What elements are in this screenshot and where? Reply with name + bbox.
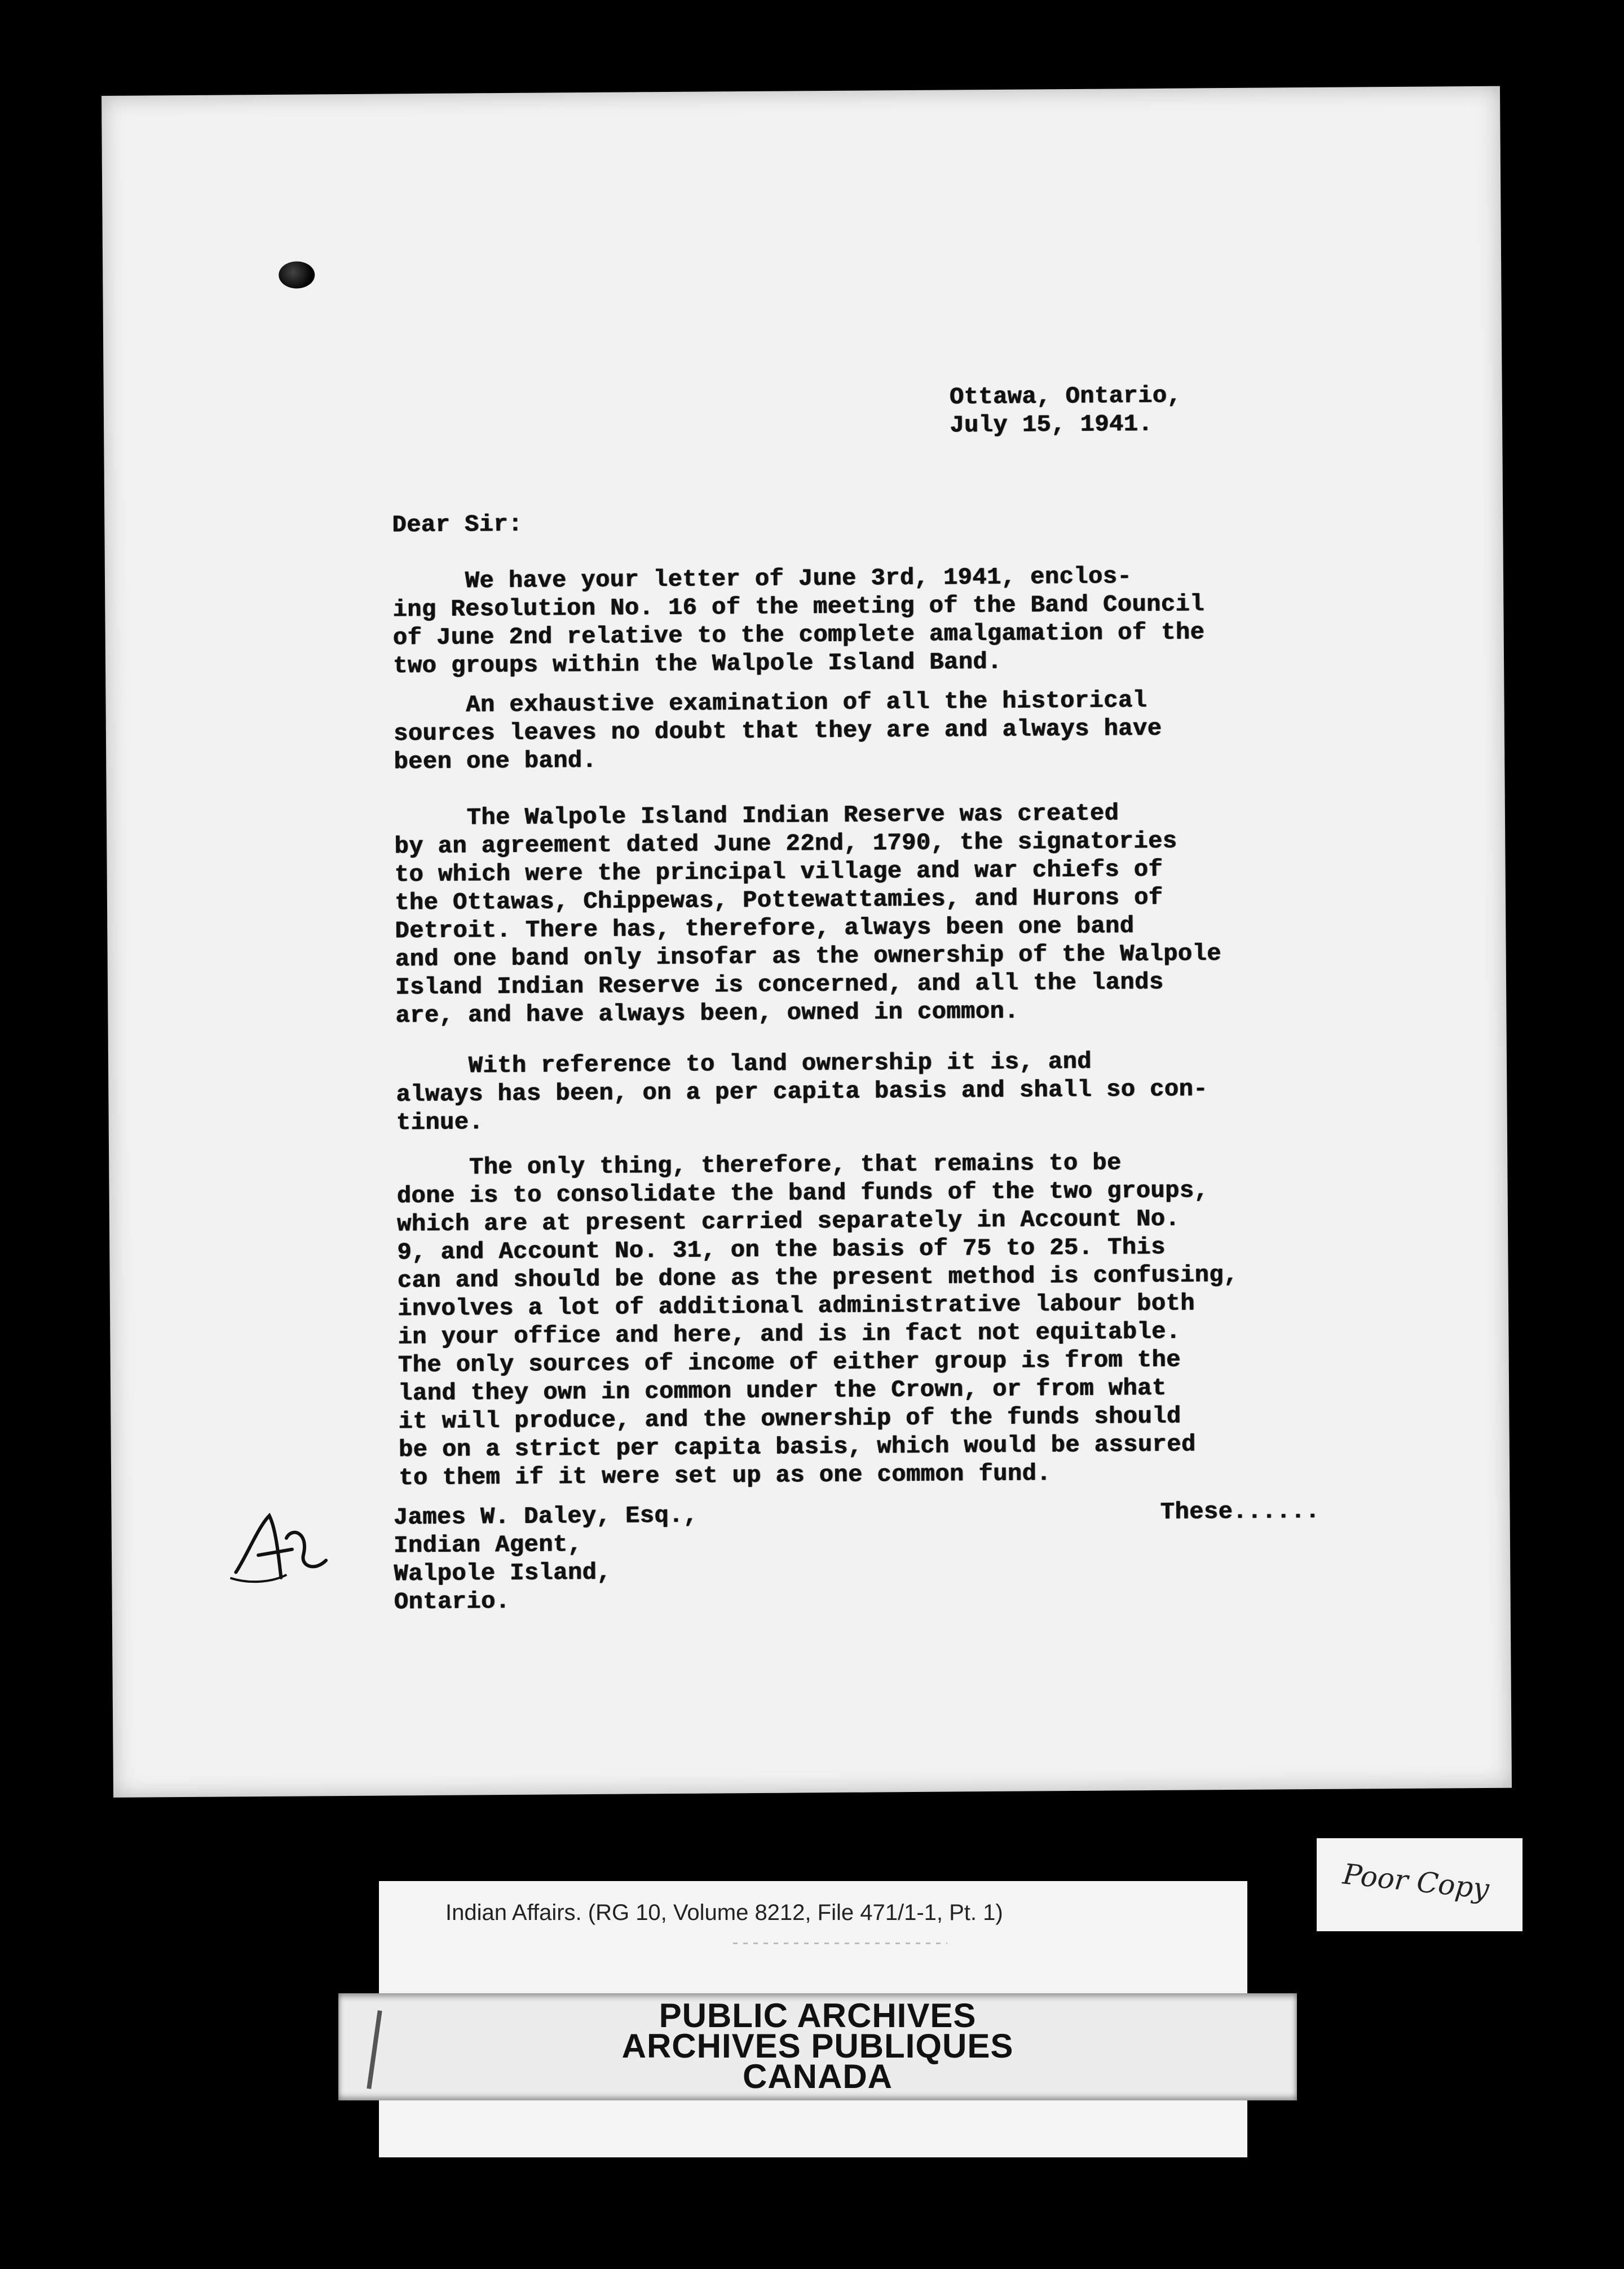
text-line: The Walpole Island Indian Reserve was created: [394, 800, 1119, 832]
text-line: ing Resolution No. 16 of the meeting of the Band Council: [392, 590, 1204, 624]
text-line: it will produce, and the ownership of the funds should: [398, 1402, 1181, 1436]
text-line: sources leaves no doubt that they are and always have: [393, 714, 1162, 748]
text-line: always has been, on a per capita basis and shall so con-: [396, 1075, 1208, 1109]
letter-paragraph-1: [392, 562, 1205, 680]
archive-reference: Indian Affairs. (RG 10, Volume 8212, File 471/1-1, Pt. 1): [445, 1900, 1003, 1925]
text-line: done is to consolidate the band funds of the two groups,: [396, 1177, 1209, 1210]
text-line: to them if it were set up as one common fund.: [398, 1460, 1051, 1492]
text-line: been one band.: [394, 747, 597, 776]
letter-paragraph-5: [396, 1148, 1239, 1492]
text-line: The only thing, therefore, that remains to be: [396, 1149, 1122, 1182]
text-line: involves a lot of additional administrative labour both: [397, 1290, 1195, 1323]
letter-paragraph-4: [396, 1047, 1208, 1137]
addressee-block: [393, 1502, 698, 1617]
text-line: can and should be done as the present method is confusing,: [397, 1261, 1238, 1295]
text-line: are, and have always been, owned in common.: [395, 997, 1019, 1030]
poor-copy-note: [1317, 1838, 1522, 1931]
text-line: and one band only insofar as the ownership of the Walpole: [395, 940, 1221, 973]
text-line: tinue.: [396, 1109, 484, 1137]
letter-paragraph-3: [394, 798, 1222, 1030]
text-line: two groups within the Walpole Island Band.: [392, 648, 1002, 680]
continuation-marker: These......: [1160, 1497, 1320, 1526]
archives-line-1: PUBLIC ARCHIVES: [659, 1997, 977, 2034]
text-line: to which were the principal village and war chiefs of: [394, 855, 1163, 889]
text-line: 9, and Account No. 31, on the basis of 75 to 25. This: [397, 1233, 1166, 1266]
addressee-line: Walpole Island,: [394, 1559, 612, 1588]
text-line: be on a strict per capita basis, which would be assured: [398, 1431, 1196, 1464]
text-line: in your office and here, and is in fact not equitable.: [398, 1318, 1181, 1351]
addressee-line: Indian Agent,: [393, 1531, 582, 1560]
handwritten-initials: [224, 1504, 337, 1595]
faint-mark: [733, 1943, 947, 1944]
text-line: With reference to land ownership it is, and: [395, 1048, 1092, 1080]
text-line: which are at present carried separately in Account No.: [396, 1205, 1180, 1238]
text-line: by an agreement dated June 22nd, 1790, the signatories: [394, 827, 1177, 860]
punch-hole: [279, 261, 315, 288]
archives-stamp: [338, 1993, 1297, 2100]
letter-paragraph-2: [393, 686, 1162, 776]
letter-page: [102, 86, 1512, 1798]
letter-date: July 15, 1941.: [949, 410, 1153, 439]
archives-line-3: CANADA: [743, 2058, 893, 2095]
addressee-line: Ontario.: [394, 1588, 510, 1616]
text-line: An exhaustive examination of all the historical: [393, 687, 1148, 719]
letter-salutation: Dear Sir:: [392, 510, 523, 539]
archives-line-2: ARCHIVES PUBLIQUES: [621, 2027, 1014, 2065]
text-line: We have your letter of June 3rd, 1941, enclos-: [392, 563, 1132, 595]
text-line: land they own in common under the Crown, or from what: [398, 1374, 1167, 1407]
text-line: The only sources of income of either group is from the: [398, 1346, 1181, 1379]
text-line: the Ottawas, Chippewas, Pottewattamies, and Hurons of: [394, 884, 1163, 917]
text-line: Detroit. There has, therefore, always been one band: [395, 912, 1135, 945]
text-line: of June 2nd relative to the complete amalgamation of the: [392, 619, 1205, 652]
letter-place: Ottawa, Ontario,: [949, 382, 1182, 411]
addressee-line: James W. Daley, Esq.,: [393, 1502, 698, 1531]
poor-copy-text: Poor Copy: [1341, 1857, 1491, 1906]
text-line: Island Indian Reserve is concerned, and all the lands: [395, 968, 1164, 1001]
